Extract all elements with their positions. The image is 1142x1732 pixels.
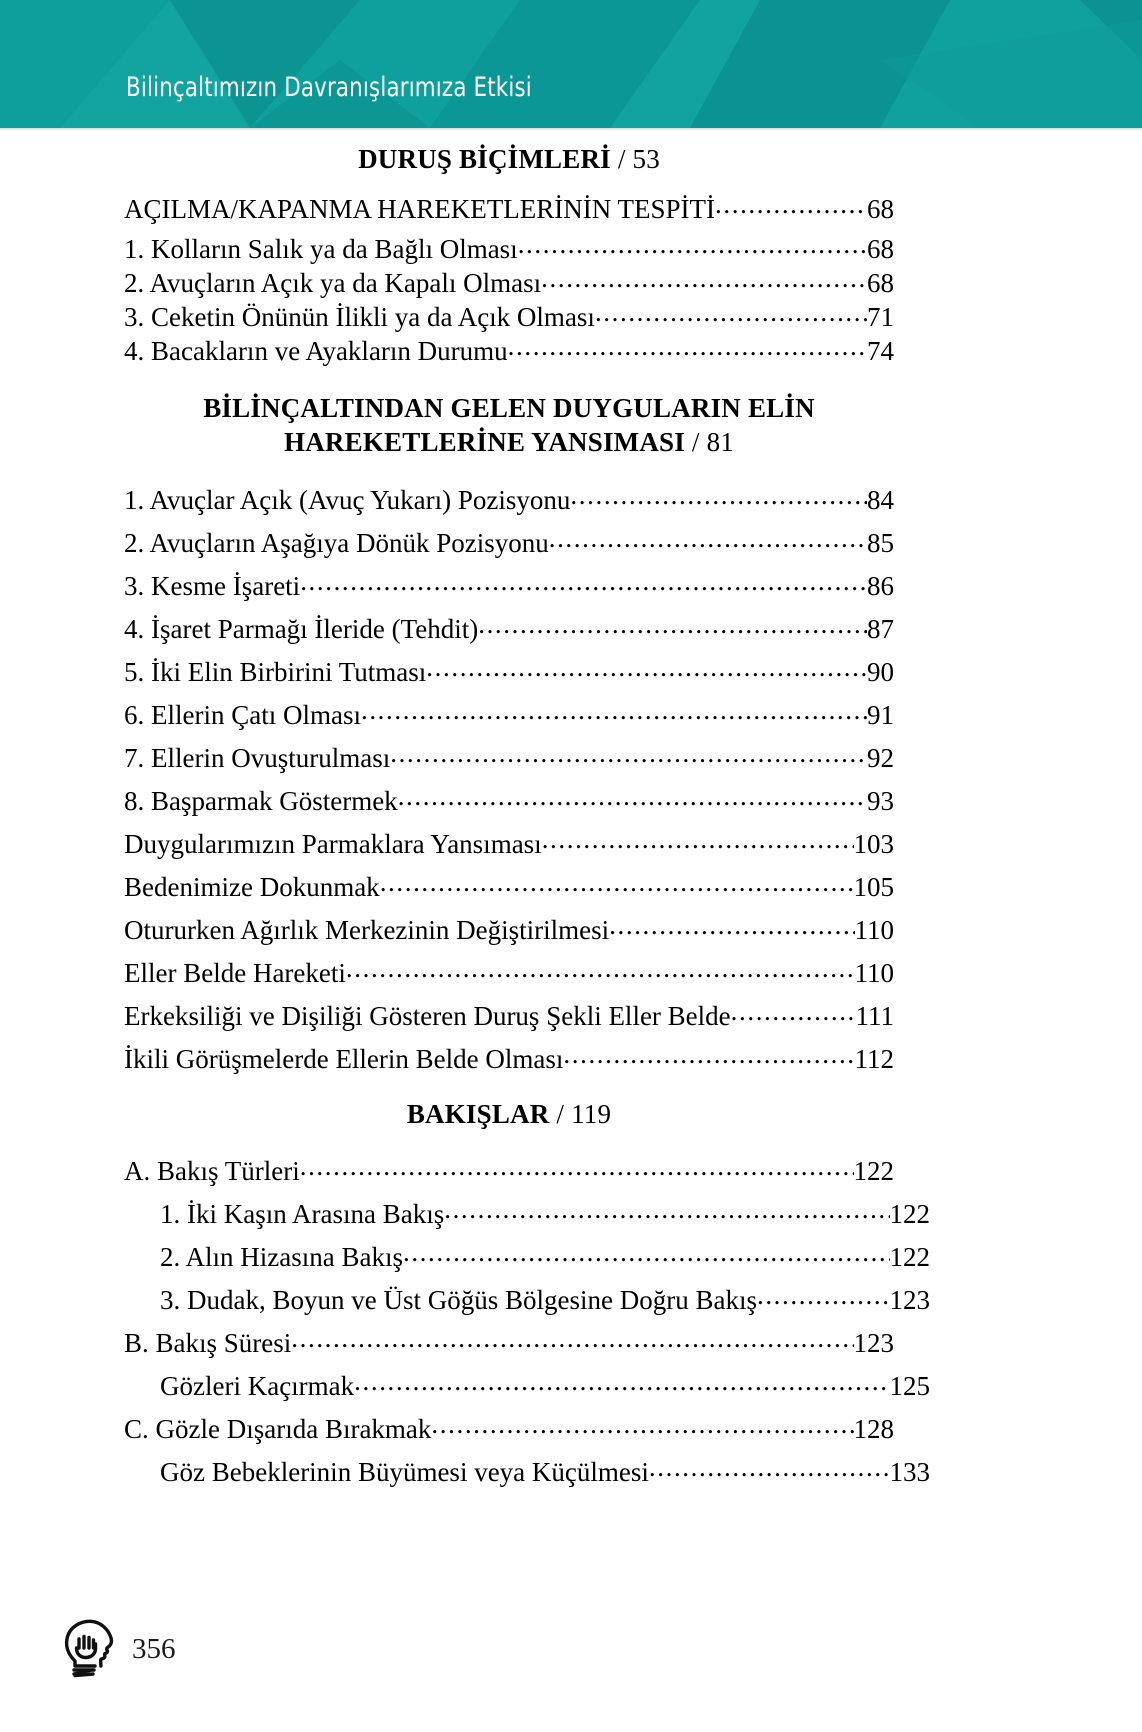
toc-entry-label: Duygularımızın Parmaklara Yansıması	[124, 828, 542, 859]
toc-entry-label: 1. Avuçlar Açık (Avuç Yukarı) Pozisyonu	[124, 484, 571, 515]
toc-leader-dots	[649, 1454, 890, 1481]
toc-entry-page: 111	[855, 1000, 894, 1031]
toc-leader-dots	[346, 955, 855, 982]
toc-leader-dots	[518, 231, 867, 258]
section-heading-bilincaltindan	[124, 391, 894, 460]
toc-entry-page: 105	[853, 871, 894, 902]
toc-entry[interactable]	[124, 912, 894, 944]
toc-entry[interactable]	[124, 1196, 930, 1228]
toc-entry-label: Eller Belde Hareketi	[124, 957, 346, 988]
toc-leader-dots	[291, 1325, 853, 1352]
section-heading-bakislar	[124, 1097, 894, 1132]
toc-group-2	[124, 482, 894, 1073]
toc-entry-label: AÇILMA/KAPANMA HAREKETLERİNİN TESPİTİ	[124, 193, 716, 224]
toc-leader-dots	[398, 783, 867, 810]
toc-group-3	[124, 1153, 930, 1488]
toc-group-1	[124, 191, 894, 365]
toc-entry-page: 110	[854, 914, 894, 945]
toc-entry-label: Göz Bebeklerinin Büyümesi veya Küçülmesi	[160, 1457, 649, 1488]
header-shadow	[0, 128, 1142, 131]
toc-entry-page: 122	[889, 1199, 930, 1230]
table-of-contents	[124, 142, 930, 1497]
toc-entry-label: 8. Başparmak Göstermek	[124, 785, 398, 816]
toc-entry[interactable]	[124, 568, 894, 600]
toc-leader-dots	[300, 1153, 854, 1180]
toc-leader-dots	[426, 654, 867, 681]
toc-entry-page: 92	[867, 742, 894, 773]
toc-leader-dots	[542, 826, 854, 853]
head-profile-with-fist-icon	[62, 1618, 118, 1680]
toc-leader-dots	[549, 525, 867, 552]
toc-entry[interactable]	[124, 1325, 894, 1357]
toc-leader-dots	[757, 1282, 890, 1309]
toc-entry[interactable]	[124, 955, 894, 987]
toc-entry-label: Gözleri Kaçırmak	[160, 1371, 355, 1402]
toc-entry[interactable]	[124, 697, 894, 729]
toc-entry[interactable]	[124, 1041, 894, 1073]
toc-entry-page: 84	[867, 484, 894, 515]
toc-entry-label: B. Bakış Süresi	[124, 1328, 292, 1359]
running-title: Bilinçaltımızın Davranışlarımıza Etkisi	[126, 72, 532, 103]
toc-entry-page: 123	[853, 1328, 894, 1359]
toc-leader-dots	[403, 1239, 890, 1266]
toc-entry-page: 87	[867, 613, 894, 644]
toc-entry-page: 91	[867, 699, 894, 730]
toc-entry[interactable]	[124, 1411, 894, 1443]
toc-entry[interactable]	[124, 611, 894, 643]
toc-leader-dots	[300, 568, 867, 595]
toc-entry-page: 85	[867, 527, 894, 558]
toc-leader-dots	[508, 333, 867, 360]
toc-entry[interactable]	[124, 869, 894, 901]
toc-leader-dots	[563, 1041, 854, 1068]
toc-leader-dots	[380, 869, 854, 896]
toc-entry[interactable]	[124, 826, 894, 858]
toc-entry-label: 2. Avuçların Aşağıya Dönük Pozisyonu	[124, 527, 549, 558]
toc-entry-page: 112	[854, 1043, 894, 1074]
toc-entry-label: Otururken Ağırlık Merkezinin Değiştirilmesi	[124, 914, 610, 945]
toc-entry[interactable]	[124, 1153, 894, 1185]
section-heading-title: BAKIŞLAR	[406, 1098, 550, 1129]
toc-entry-page: 86	[867, 570, 894, 601]
toc-entry-page: 125	[889, 1371, 930, 1402]
toc-leader-dots	[609, 912, 854, 939]
toc-leader-dots	[541, 265, 867, 292]
toc-entry-page: 68	[867, 267, 894, 298]
toc-entry-label: Bedenimize Dokunmak	[124, 871, 380, 902]
toc-leader-dots	[731, 998, 856, 1025]
toc-entry-page: 71	[867, 301, 894, 332]
page-header-banner	[0, 0, 1142, 128]
toc-entry-label: 7. Ellerin Ovuşturulması	[124, 742, 391, 773]
toc-entry-label: Erkeksiliği ve Dişiliği Gösteren Duruş Şekli Eller Belde	[124, 1000, 731, 1031]
toc-entry[interactable]	[124, 740, 894, 772]
toc-entry-page: 122	[853, 1156, 894, 1187]
toc-entry[interactable]	[124, 231, 894, 263]
section-heading-durus-bicimleri	[124, 142, 894, 177]
toc-leader-dots	[361, 697, 867, 724]
section-heading-title: DURUŞ BİÇİMLERİ	[358, 144, 611, 174]
toc-entry[interactable]	[124, 525, 894, 557]
toc-entry[interactable]	[124, 1239, 930, 1271]
toc-entry[interactable]	[124, 299, 894, 331]
toc-entry-page: 68	[867, 233, 894, 264]
toc-entry[interactable]	[124, 654, 894, 686]
toc-entry-label: 1. İki Kaşın Arasına Bakış	[160, 1199, 445, 1230]
toc-leader-dots	[390, 740, 867, 767]
toc-leader-dots	[595, 299, 867, 326]
toc-entry-label: 3. Ceketin Önünün İlikli ya da Açık Olması	[124, 301, 595, 332]
toc-leader-dots	[354, 1368, 889, 1395]
section-heading-title-line1: BİLİNÇALTINDAN GELEN DUYGULARIN ELİN	[203, 392, 815, 423]
header-polygon-pattern	[0, 0, 1142, 128]
page-number: 356	[132, 1632, 176, 1665]
toc-entry-page: 74	[867, 335, 894, 366]
toc-entry-page: 133	[889, 1457, 930, 1488]
section-heading-title-line2: HAREKETLERİNE YANSIMASI	[284, 427, 685, 458]
section-heading-page: / 119	[549, 1098, 612, 1129]
toc-entry[interactable]	[124, 482, 894, 514]
toc-entry-label: A. Bakış Türleri	[124, 1156, 300, 1187]
toc-entry-label: 4. Bacakların ve Ayakların Durumu	[124, 335, 508, 366]
page-footer	[62, 1618, 176, 1680]
toc-entry[interactable]	[124, 333, 894, 365]
toc-entry-page: 122	[889, 1242, 930, 1273]
section-heading-page: / 53	[610, 144, 660, 174]
toc-entry-label: 2. Alın Hizasına Bakış	[160, 1242, 403, 1273]
toc-leader-dots	[478, 611, 867, 638]
toc-entry[interactable]	[124, 998, 894, 1030]
toc-entry[interactable]	[124, 1454, 930, 1486]
toc-leader-dots	[570, 482, 867, 509]
toc-entry-page: 110	[854, 957, 894, 988]
toc-entry-label: 4. İşaret Parmağı İleride (Tehdit)	[124, 613, 479, 644]
toc-entry[interactable]	[124, 783, 894, 815]
toc-entry-lead[interactable]	[124, 191, 894, 223]
toc-leader-dots	[431, 1411, 853, 1438]
section-heading-page: / 81	[684, 427, 734, 458]
toc-entry-label: 5. İki Elin Birbirini Tutması	[124, 656, 427, 687]
toc-entry-page: 123	[889, 1285, 930, 1316]
toc-entry[interactable]	[124, 1282, 930, 1314]
toc-entry[interactable]	[124, 265, 894, 297]
toc-leader-dots	[715, 191, 867, 218]
toc-leader-dots	[444, 1196, 889, 1223]
toc-entry-label: C. Gözle Dışarıda Bırakmak	[124, 1414, 432, 1445]
toc-entry-label: 6. Ellerin Çatı Olması	[124, 699, 361, 730]
toc-entry[interactable]	[124, 1368, 930, 1400]
toc-entry-label: 3. Dudak, Boyun ve Üst Göğüs Bölgesine Doğru Bakış	[160, 1285, 757, 1316]
toc-entry-page: 68	[867, 193, 894, 224]
toc-entry-page: 93	[867, 785, 894, 816]
toc-entry-page: 103	[853, 828, 894, 859]
toc-entry-label: İkili Görüşmelerde Ellerin Belde Olması	[124, 1043, 564, 1074]
toc-entry-label: 2. Avuçların Açık ya da Kapalı Olması	[124, 267, 542, 298]
toc-entry-label: 3. Kesme İşareti	[124, 570, 301, 601]
toc-entry-label: 1. Kolların Salık ya da Bağlı Olması	[124, 233, 518, 264]
toc-entry-page: 128	[853, 1414, 894, 1445]
toc-entry-page: 90	[867, 656, 894, 687]
